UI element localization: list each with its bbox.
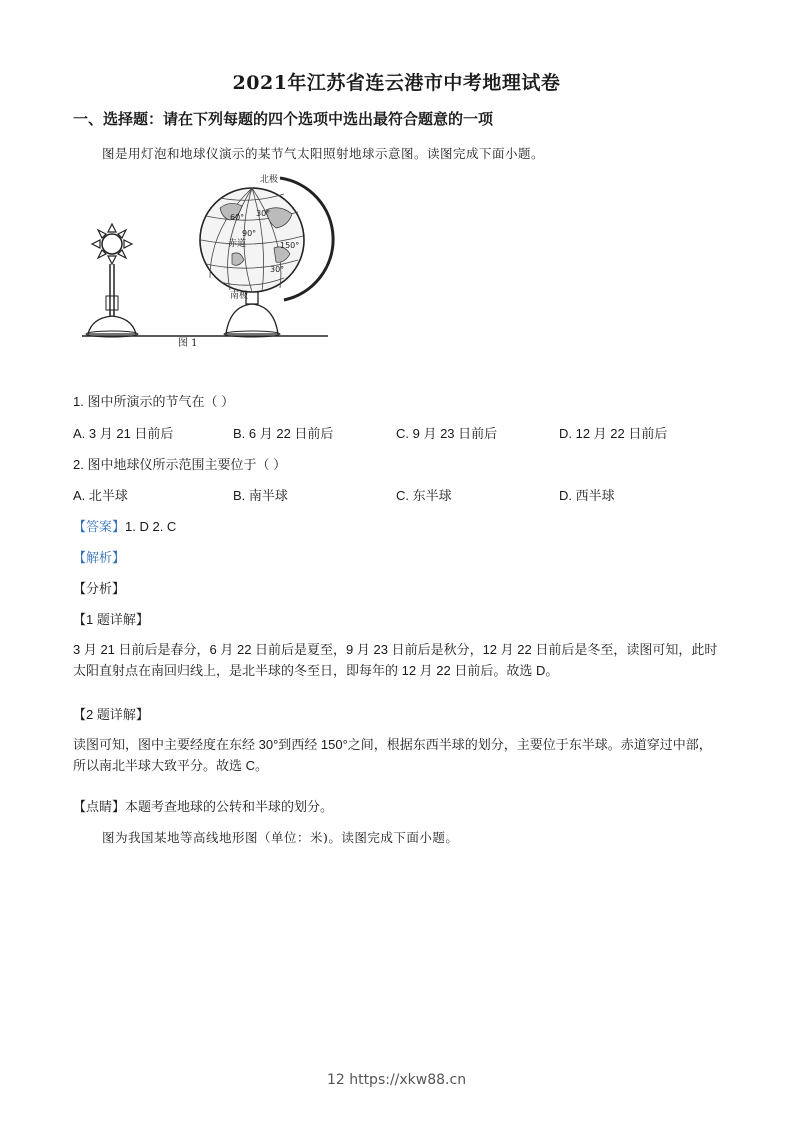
q2-option-a: A. 北半球 (73, 488, 128, 503)
answer-text: 1. D 2. C (125, 519, 177, 534)
label-lon-1: 90° (242, 229, 257, 238)
q1-option-b: B. 6 月 22 日前后 (233, 426, 334, 441)
q1-option-c: C. 9 月 23 日前后 (396, 426, 498, 441)
q2-option-d: D. 西半球 (559, 488, 615, 503)
label-lat-60: 60° (230, 213, 245, 222)
page-footer: 12 https://xkw88.cn (326, 1072, 467, 1088)
q1-option-a: A. 3 月 21 日前后 (73, 426, 174, 441)
globe-icon (200, 178, 333, 337)
globe-lamp-figure (70, 168, 340, 348)
label-lon-2: 30° (270, 265, 285, 274)
question-1: 1. 图中所演示的节气在（ ） (73, 394, 235, 409)
question-intro: 图是用灯泡和地球仪演示的某节气太阳照射地球示意图。读图完成下面小题。 (102, 146, 545, 161)
label-north: 北极 (260, 175, 279, 185)
analysis-label: 【解析】 (73, 550, 126, 565)
label-equator: 赤道 (228, 239, 247, 249)
q1-option-d: D. 12 月 22 日前后 (559, 426, 668, 441)
page-title: 2021年江苏省连云港市中考地理试卷 (232, 72, 561, 94)
detail-1-text: 3 月 21 日前后是春分，6 月 22 日前后是夏至，9 月 23 日前后是秋分，12 月 22 日前后是冬至，读图可知，此时太阳直射点在南回归线上，是北半球的冬至日，即每年的 12 月 22 日前后。故选 D。 (73, 642, 718, 678)
fenxi-label: 【分析】 (73, 581, 126, 596)
answer-line (73, 516, 176, 535)
sun-lamp-icon (86, 224, 138, 337)
q2-option-b: B. 南半球 (233, 488, 288, 503)
detail-2-text: 读图可知，图中主要经度在东经 30°到西经 150°之间，根据东西半球的划分，主要位于东半球。赤道穿过中部，所以南北半球大致平分。故选 C。 (73, 737, 712, 773)
label-south: 南极 (230, 291, 249, 301)
q2-option-c: C. 东半球 (396, 488, 452, 503)
label-lon-3: 150° (280, 241, 300, 250)
label-lon-0: 30° (256, 209, 271, 218)
question-intro-2: 图为我国某地等高线地形图（单位：米)。读图完成下面小题。 (102, 830, 459, 845)
answer-label: 【答案】 (73, 519, 126, 534)
section-heading: 一、选择题：请在下列每题的四个选项中选出最符合题意的一项 (73, 110, 494, 128)
detail-1-label: 【1 题详解】 (73, 612, 149, 627)
figure-caption: 图 1 (178, 338, 198, 348)
dianjing-note: 【点睛】本题考查地球的公转和半球的划分。 (73, 799, 334, 814)
question-2: 2. 图中地球仪所示范围主要位于（ ） (73, 457, 287, 472)
detail-2-label: 【2 题详解】 (73, 707, 149, 722)
